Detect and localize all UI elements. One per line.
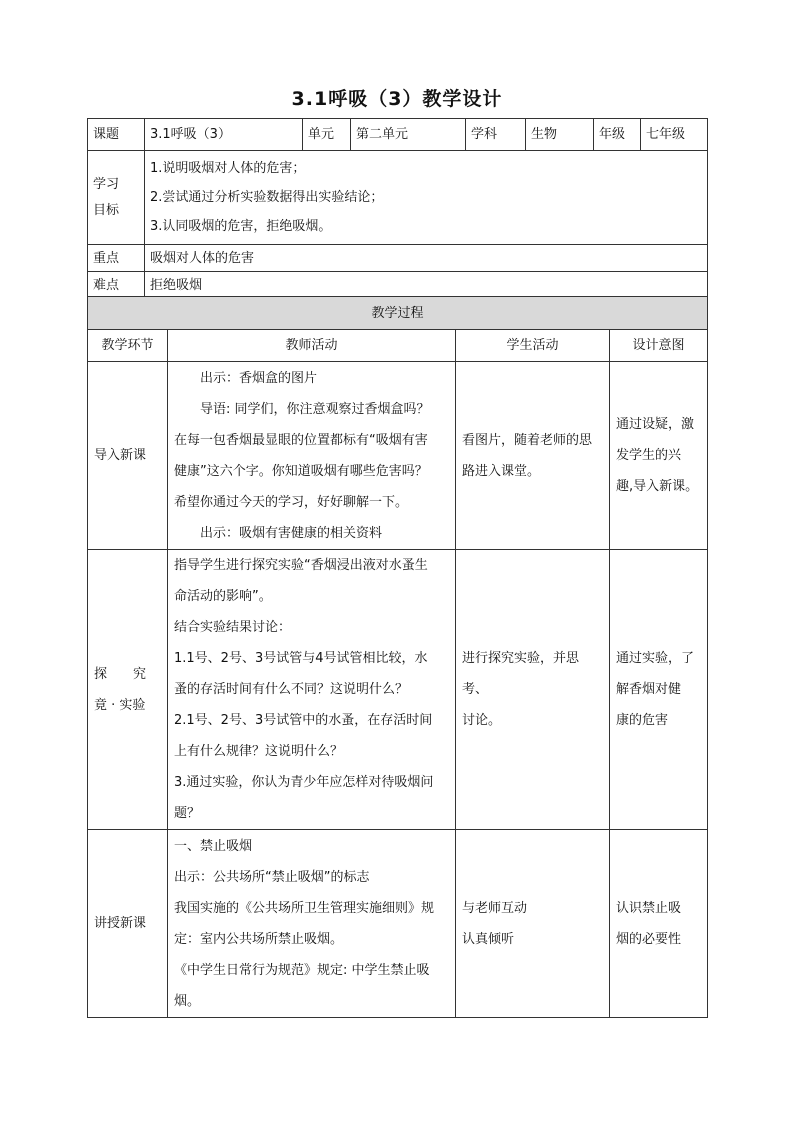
student-activity [456, 830, 610, 1018]
subject-label: 学科 [466, 119, 526, 151]
teacher-activity [168, 550, 456, 830]
info-row [88, 119, 708, 151]
teacher-line: 我国实施的《公共场所卫生管理实施细则》规 [174, 900, 435, 916]
unit-value: 第二单元 [351, 119, 466, 151]
design-intent [610, 830, 708, 1018]
stage-cell [88, 550, 168, 830]
key-point-label: 重点 [88, 245, 145, 272]
process-section-header [88, 297, 708, 330]
document-title: 3.1呼吸（3）教学设计 [291, 88, 503, 110]
intent-line: 发学生的兴 [616, 448, 682, 463]
teacher-line: 在每一包香烟最显眼的位置都标有“吸烟有害 [174, 432, 428, 448]
grade-value: 七年级 [641, 119, 708, 151]
stage-cell: 导入新课 [88, 362, 168, 550]
teacher-line: 烟。 [174, 993, 201, 1009]
student-line: 讨论。 [462, 713, 502, 728]
stage-line-1: 探 究 [94, 666, 147, 682]
teacher-line: 1.1号、2号、3号试管与4号试管相比较，水 [174, 651, 428, 666]
difficulty-row [88, 272, 708, 299]
column-header-teacher: 教师活动 [168, 330, 456, 362]
key-point-row [88, 245, 708, 272]
teacher-line: 《中学生日常行为规范》规定: 中学生禁止吸 [174, 962, 430, 978]
topic-value: 3.1呼吸（3） [145, 119, 303, 151]
key-point-value: 吸烟对人体的危害 [145, 245, 708, 272]
goal-item: 3.认同吸烟的危害，拒绝吸烟。 [150, 219, 332, 234]
intent-line: 趣,导入新课。 [616, 479, 699, 494]
process-section-title: 教学过程 [88, 297, 708, 330]
teacher-line: 一、禁止吸烟 [174, 838, 253, 854]
teacher-line: 健康”这六个字。你知道吸烟有哪些危害吗？ [174, 463, 428, 479]
teacher-line: 出示：吸烟有害健康的相关资料 [200, 525, 383, 541]
student-line: 看图片，随着老师的思 [462, 432, 593, 448]
intent-line: 通过设疑，激 [616, 417, 695, 432]
topic-label: 课题 [88, 119, 145, 151]
teacher-line: 导语: 同学们，你注意观察过香烟盒吗？ [200, 401, 430, 417]
header-table [87, 118, 708, 299]
process-table [87, 296, 708, 1018]
teacher-line: 出示：香烟盒的图片 [200, 370, 318, 386]
design-intent [610, 362, 708, 550]
process-row-lecture [88, 830, 708, 1018]
teacher-line: 出示：公共场所“禁止吸烟”的标志 [174, 869, 370, 885]
student-activity [456, 550, 610, 830]
teacher-line: 命活动的影响”。 [174, 589, 272, 604]
unit-label: 单元 [303, 119, 351, 151]
difficulty-label: 难点 [88, 272, 145, 299]
intent-line: 通过实验，了 [616, 651, 695, 666]
goals-row [88, 151, 708, 245]
student-line: 与老师互动 [462, 900, 528, 916]
intent-line: 解香烟对健 [616, 682, 682, 697]
teacher-line: 希望你通过今天的学习，好好聊解一下。 [174, 494, 409, 510]
teacher-line: 3.通过实验，你认为青少年应怎样对待吸烟问 [174, 775, 434, 790]
student-line: 认真倾听 [462, 931, 515, 947]
teacher-line: 上有什么规律？这说明什么？ [174, 744, 344, 759]
stage-cell: 讲授新课 [88, 830, 168, 1018]
process-row-experiment [88, 550, 708, 830]
teacher-line: 2.1号、2号、3号试管中的水蚤，在存活时间 [174, 713, 433, 728]
intent-line: 康的危害 [616, 713, 669, 728]
goals-label-line-2: 目标 [93, 202, 120, 218]
column-header-intent: 设计意图 [610, 330, 708, 362]
teacher-activity [168, 362, 456, 550]
teacher-line: 蚤的存活时间有什么不同？这说明什么？ [174, 682, 409, 697]
student-line: 路进入课堂。 [462, 463, 541, 479]
teacher-line: 题？ [174, 806, 201, 821]
goals-label [88, 151, 145, 245]
process-row-intro [88, 362, 708, 550]
teacher-line: 指导学生进行探究实验“香烟浸出液对水蚤生 [174, 558, 428, 573]
student-activity [456, 362, 610, 550]
process-column-headers [88, 330, 708, 362]
teacher-activity [168, 830, 456, 1018]
column-header-stage: 教学环节 [88, 330, 168, 362]
column-header-student: 学生活动 [456, 330, 610, 362]
teacher-line: 结合实验结果讨论： [174, 620, 292, 635]
goals-label-line-1: 学习 [93, 176, 120, 192]
goal-item: 2.尝试通过分析实验数据得出实验结论； [150, 190, 384, 205]
intent-line: 认识禁止吸 [616, 900, 682, 916]
goal-item: 1.说明吸烟对人体的危害； [150, 161, 306, 176]
student-line: 进行探究实验，并思考、 [462, 651, 580, 697]
difficulty-value: 拒绝吸烟 [145, 272, 708, 299]
design-intent [610, 550, 708, 830]
intent-line: 烟的必要性 [616, 931, 682, 947]
subject-value: 生物 [526, 119, 594, 151]
teacher-line: 定：室内公共场所禁止吸烟。 [174, 931, 344, 947]
goals-list [145, 151, 708, 245]
grade-label: 年级 [594, 119, 641, 151]
stage-line-2: 竟 · 实验 [94, 697, 146, 713]
